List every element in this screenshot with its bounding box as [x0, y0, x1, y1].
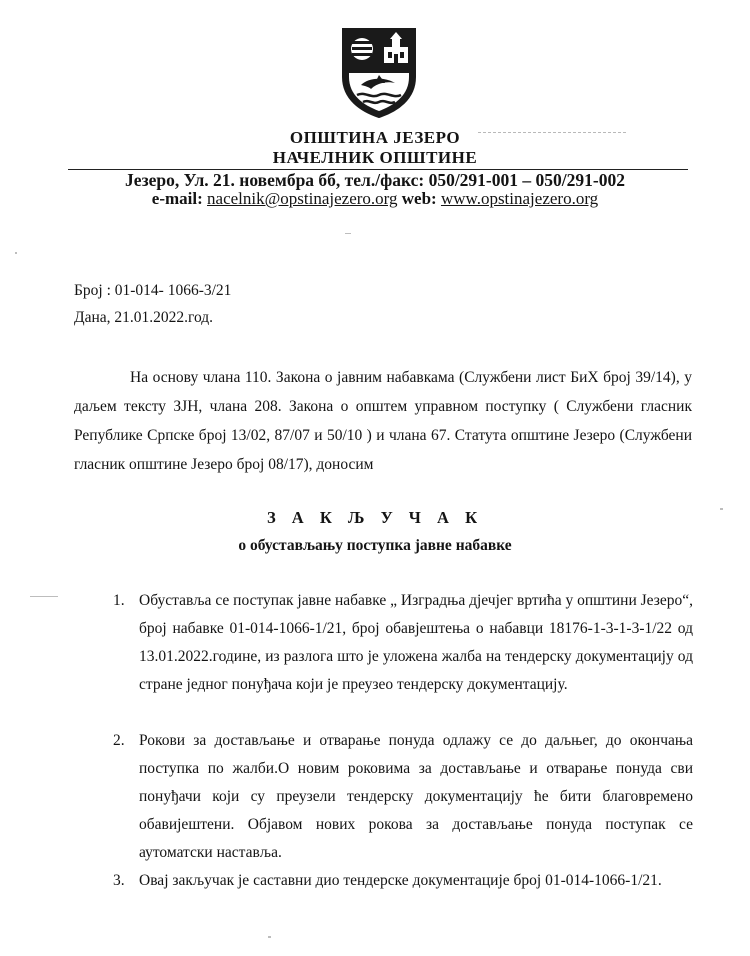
document-date: Дана, 21.01.2022.год. — [74, 309, 214, 326]
web-link[interactable]: www.opstinajezero.org — [440, 189, 599, 208]
decision-title: З А К Љ У Ч А К — [266, 508, 484, 527]
document-number: Број : 01-014- 1066-3/21 — [74, 282, 232, 299]
contact-line — [0, 189, 750, 209]
email-link[interactable]: nacelnik@opstinajezero.org — [207, 189, 398, 208]
organization-name: ОПШТИНА ЈЕЗЕРО — [289, 128, 461, 147]
item-number: 2. — [113, 732, 125, 749]
intro-text: На основу члана 110. Закона о јавним набавкама (Службени лист БиХ број 39/14), у даљем тексту ЗЈН, члана 208. Закона о општем управном поступку ( Службени гласник Републике Српске број 13/02, 87/07 и 50/10 ) и члана 67. Статута општине Језеро (Службени гласник општине Језеро број 08/17), доносим — [74, 369, 692, 473]
list-item — [113, 867, 693, 895]
scan-speck — [15, 252, 17, 254]
list-item — [113, 727, 693, 867]
scan-speck — [268, 936, 271, 938]
decision-subtitle: о обустављању поступка јавне набавке — [238, 537, 512, 554]
scan-speck — [345, 233, 351, 234]
scan-speck — [720, 508, 723, 510]
email-label: e-mail: — [151, 189, 203, 208]
item-text: Обуставља се поступак јавне набавке „ Изградња дјечјег вртића у општини Језеро“, број набавке 01-014-1066-1/21, број обавјештења о набавци 18176-1-3-1-3-1/22 од 13.01.2022.године, из разлога што је уложена жалба на тендерску документацију од стране једног понуђача који је преузео тендерску документацију. — [139, 592, 693, 693]
scan-speck — [30, 596, 58, 597]
item-number: 1. — [113, 592, 125, 609]
item-number: 3. — [113, 872, 125, 889]
list-item — [113, 587, 693, 699]
intro-paragraph — [74, 363, 692, 479]
web-label: web: — [401, 189, 437, 208]
municipality-coat-of-arms — [341, 27, 417, 119]
address-line: Језеро, Ул. 21. новембра бб, тел./факс: 050/291-001 – 050/291-002 — [125, 170, 625, 190]
office-name: НАЧЕЛНИК ОПШТИНЕ — [272, 148, 478, 167]
item-text: Рокови за достављање и отварање понуда одлажу се до даљњег, до окончања поступка по жалби.О новим роковима за достављање и отварање понуда сви понуђачи који су преузели тендерску документацију ће бити благовремено обавијештени. Објавом нових рокова за достављање понуда поступак се аутоматски наставља. — [139, 732, 693, 861]
item-text: Овај закључак је саставни дио тендерске документације број 01-014-1066-1/21. — [139, 872, 662, 889]
